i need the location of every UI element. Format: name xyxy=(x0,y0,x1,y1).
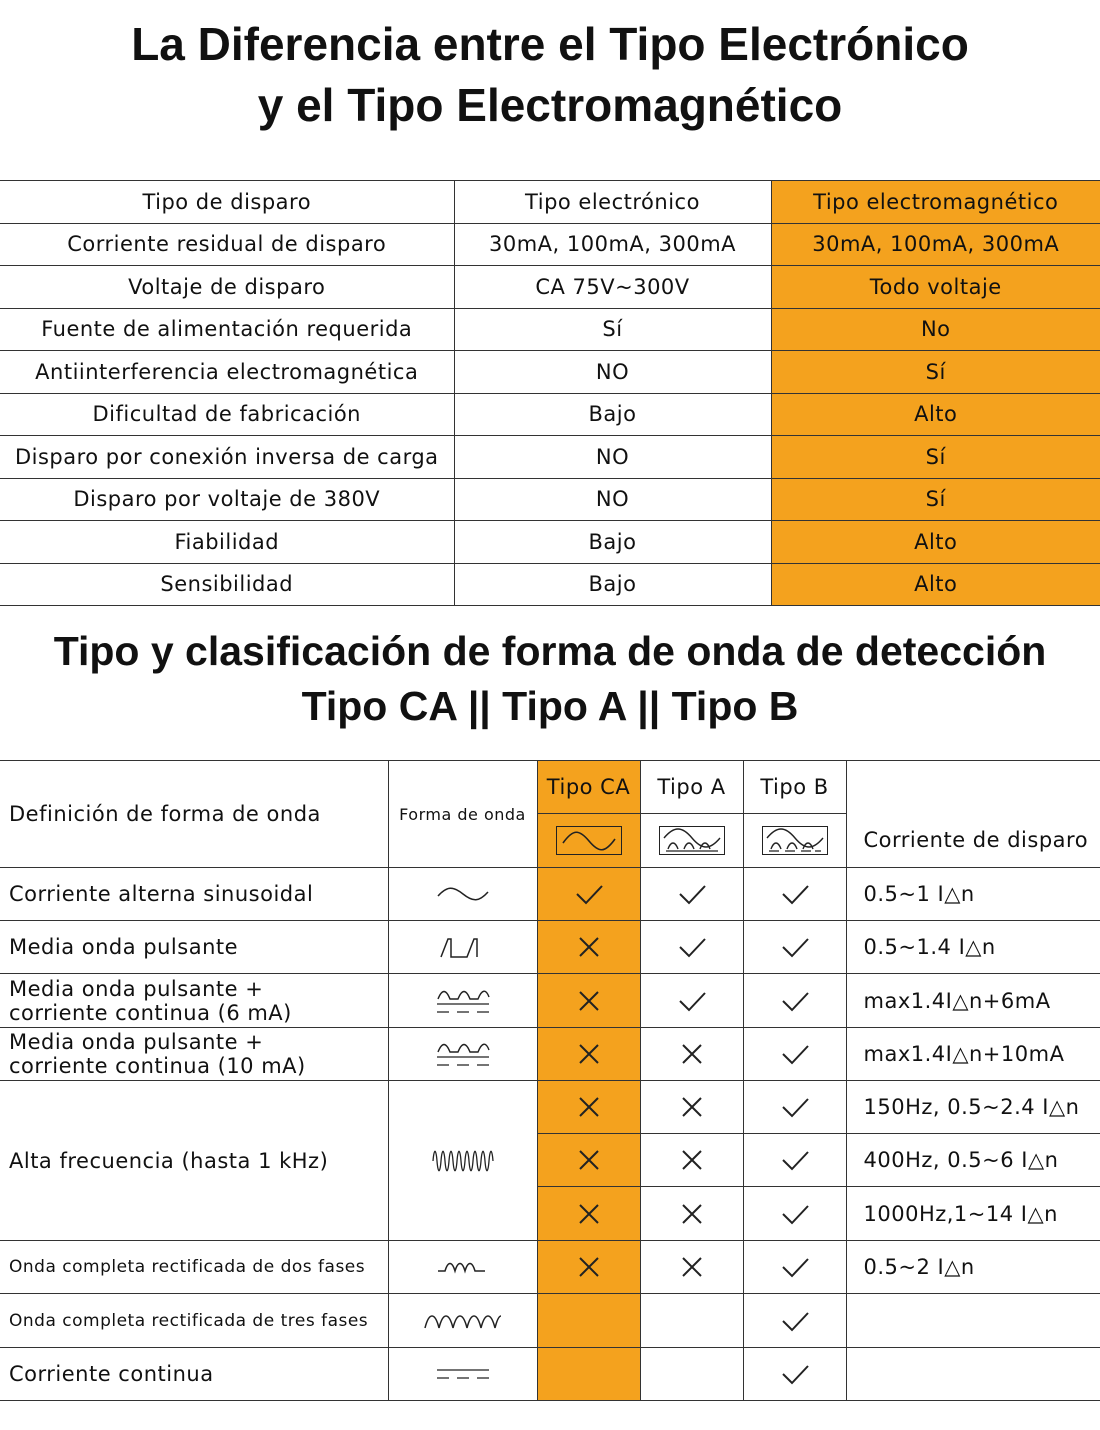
type-a-mark xyxy=(640,1348,743,1401)
type-ca-mark xyxy=(537,1134,640,1187)
comparison-row xyxy=(0,478,1100,521)
trip-current: max1.4I△n+10mA xyxy=(846,1028,1100,1081)
two-phase-rectified-icon xyxy=(433,1255,493,1279)
type-ca-mark xyxy=(537,1187,640,1241)
trip-current: 150Hz, 0.5~2.4 I△n xyxy=(846,1081,1100,1134)
type-a-mark xyxy=(640,1187,743,1241)
type-a-mark xyxy=(640,921,743,974)
definition-line: Corriente alterna sinusoidal xyxy=(9,882,314,906)
electromagnetic-value: Todo voltaje xyxy=(771,266,1100,309)
check-icon xyxy=(675,880,709,908)
cross-icon xyxy=(675,1200,709,1228)
check-icon xyxy=(778,1040,812,1068)
row-label: Voltaje de disparo xyxy=(0,266,454,309)
type-ca-icon-cell xyxy=(537,814,640,868)
dc-icon xyxy=(433,1364,493,1384)
trip-current xyxy=(846,1348,1100,1401)
type-ca-mark xyxy=(537,1028,640,1081)
check-icon xyxy=(778,1146,812,1174)
trip-current xyxy=(846,1294,1100,1348)
check-icon xyxy=(675,933,709,961)
title-line-1: La Diferencia entre el Tipo Electrónico xyxy=(131,18,969,70)
waveform-icon-cell xyxy=(388,1294,537,1348)
check-icon xyxy=(778,1307,812,1335)
trip-current: 0.5~2 I△n xyxy=(846,1241,1100,1294)
cross-icon xyxy=(675,1253,709,1281)
definition-line: corriente continua (6 mA) xyxy=(9,1000,292,1025)
waveform-row xyxy=(0,1294,1100,1348)
row-label: Dificultad de fabricación xyxy=(0,393,454,436)
waveform-definition xyxy=(0,1348,388,1401)
type-a-header: Tipo A xyxy=(640,761,743,814)
electronic-value: Bajo xyxy=(454,521,771,564)
cross-icon xyxy=(572,1200,606,1228)
type-b-mark xyxy=(743,1028,846,1081)
definition-line: Onda completa rectificada de tres fases xyxy=(9,1310,369,1331)
row-label: Antiinterferencia electromagnética xyxy=(0,351,454,394)
type-b-mark xyxy=(743,1241,846,1294)
type-ca-mark xyxy=(537,1081,640,1134)
comparison-row xyxy=(0,436,1100,479)
comparison-row xyxy=(0,223,1100,266)
type-b-header: Tipo B xyxy=(743,761,846,814)
check-icon xyxy=(778,1093,812,1121)
waveform-row xyxy=(0,1348,1100,1401)
check-icon xyxy=(778,1200,812,1228)
electromagnetic-value: Alto xyxy=(771,393,1100,436)
definition-line: Alta frecuencia (hasta 1 kHz) xyxy=(9,1148,329,1173)
waveform-definition xyxy=(0,921,388,974)
type-ca-icon xyxy=(556,826,622,855)
cross-icon xyxy=(675,1040,709,1068)
type-ca-mark xyxy=(537,868,640,921)
electronic-value: CA 75V~300V xyxy=(454,266,771,309)
electromagnetic-value: No xyxy=(771,308,1100,351)
type-a-mark xyxy=(640,1028,743,1081)
header-electromagnetic: Tipo electromagnético xyxy=(771,181,1100,224)
type-b-mark xyxy=(743,1348,846,1401)
type-ca-mark xyxy=(537,1294,640,1348)
row-label: Fuente de alimentación requerida xyxy=(0,308,454,351)
type-b-icon-cell xyxy=(743,814,846,868)
header-electronic: Tipo electrónico xyxy=(454,181,771,224)
type-a-mark xyxy=(640,1241,743,1294)
electronic-value: Bajo xyxy=(454,393,771,436)
cross-icon xyxy=(675,1146,709,1174)
waveform-title xyxy=(0,624,1100,734)
type-b-mark xyxy=(743,974,846,1028)
check-icon xyxy=(778,880,812,908)
waveform-icon-cell xyxy=(388,1028,537,1081)
high-frequency-icon xyxy=(430,1143,496,1179)
check-icon xyxy=(778,933,812,961)
electronic-value: NO xyxy=(454,436,771,479)
type-a-icon xyxy=(659,826,725,855)
cross-icon xyxy=(572,933,606,961)
type-a-mark xyxy=(640,868,743,921)
check-icon xyxy=(572,880,606,908)
cross-icon xyxy=(572,1146,606,1174)
type-a-icon-cell xyxy=(640,814,743,868)
type-ca-mark xyxy=(537,974,640,1028)
waveform-icon-cell xyxy=(388,1348,537,1401)
waveform-icon-cell xyxy=(388,868,537,921)
type-b-mark xyxy=(743,1081,846,1134)
cross-icon xyxy=(572,1040,606,1068)
comparison-row xyxy=(0,308,1100,351)
waveform-definition xyxy=(0,1081,388,1241)
definition-header: Definición de forma de onda xyxy=(0,761,388,868)
row-label: Disparo por voltaje de 380V xyxy=(0,478,454,521)
type-b-mark xyxy=(743,921,846,974)
three-phase-rectified-icon xyxy=(421,1308,505,1334)
pulse-dc-icon xyxy=(433,985,493,1017)
type-b-mark xyxy=(743,1187,846,1241)
electronic-value: 30mA, 100mA, 300mA xyxy=(454,223,771,266)
comparison-header-row xyxy=(0,181,1100,224)
trip-current: 1000Hz,1~14 I△n xyxy=(846,1187,1100,1241)
type-ca-mark xyxy=(537,1348,640,1401)
type-a-mark xyxy=(640,1134,743,1187)
waveform-icon-cell xyxy=(388,974,537,1028)
sine-wave-icon xyxy=(433,882,493,906)
row-label: Sensibilidad xyxy=(0,563,454,606)
waveform-row xyxy=(0,1081,1100,1134)
comparison-row xyxy=(0,266,1100,309)
waveform-table xyxy=(0,760,1100,1401)
cross-icon xyxy=(572,987,606,1015)
type-ca-mark xyxy=(537,921,640,974)
electronic-value: NO xyxy=(454,478,771,521)
type-b-mark xyxy=(743,1294,846,1348)
electromagnetic-value: Sí xyxy=(771,351,1100,394)
electromagnetic-value: 30mA, 100mA, 300mA xyxy=(771,223,1100,266)
electronic-value: Sí xyxy=(454,308,771,351)
row-label: Disparo por conexión inversa de carga xyxy=(0,436,454,479)
electromagnetic-value: Sí xyxy=(771,436,1100,479)
definition-line: corriente continua (10 mA) xyxy=(9,1054,306,1078)
definition-line: Media onda pulsante + xyxy=(9,976,264,1001)
type-ca-mark xyxy=(537,1241,640,1294)
row-label: Corriente residual de disparo xyxy=(0,223,454,266)
check-icon xyxy=(778,1253,812,1281)
waveform-header: Forma de onda xyxy=(388,761,537,868)
title-line-1: Tipo y clasificación de forma de onda de detección xyxy=(53,628,1047,674)
waveform-icon-cell xyxy=(388,1241,537,1294)
waveform-icon-cell xyxy=(388,921,537,974)
trip-current: 400Hz, 0.5~6 I△n xyxy=(846,1134,1100,1187)
type-ca-header: Tipo CA xyxy=(537,761,640,814)
electromagnetic-value: Alto xyxy=(771,521,1100,564)
type-b-mark xyxy=(743,1134,846,1187)
waveform-row xyxy=(0,1241,1100,1294)
type-a-mark xyxy=(640,1081,743,1134)
waveform-definition xyxy=(0,868,388,921)
definition-line: Onda completa rectificada de dos fases xyxy=(9,1257,366,1277)
row-label: Fiabilidad xyxy=(0,521,454,564)
waveform-icon-cell xyxy=(388,1081,537,1241)
definition-line: Corriente continua xyxy=(9,1362,214,1386)
type-b-icon xyxy=(762,826,828,855)
waveform-definition xyxy=(0,1241,388,1294)
check-icon xyxy=(675,987,709,1015)
type-a-mark xyxy=(640,1294,743,1348)
waveform-definition xyxy=(0,1294,388,1348)
trip-current: 0.5~1.4 I△n xyxy=(846,921,1100,974)
header-trip-type: Tipo de disparo xyxy=(0,181,454,224)
waveform-row xyxy=(0,921,1100,974)
pulse-dc-icon xyxy=(433,1038,493,1070)
check-icon xyxy=(778,1360,812,1388)
waveform-header-row xyxy=(0,761,1100,814)
waveform-row xyxy=(0,868,1100,921)
definition-line: Media onda pulsante + xyxy=(9,1030,264,1054)
comparison-row xyxy=(0,351,1100,394)
comparison-title xyxy=(0,14,1100,136)
half-wave-pulse-icon xyxy=(433,933,493,961)
waveform-definition xyxy=(0,974,388,1028)
header-spacer xyxy=(846,761,1100,814)
type-b-mark xyxy=(743,868,846,921)
electromagnetic-value: Sí xyxy=(771,478,1100,521)
comparison-table xyxy=(0,180,1100,606)
waveform-definition xyxy=(0,1028,388,1081)
cross-icon xyxy=(675,1093,709,1121)
type-a-mark xyxy=(640,974,743,1028)
comparison-row xyxy=(0,563,1100,606)
definition-line: Media onda pulsante xyxy=(9,935,239,959)
current-header: Corriente de disparo xyxy=(846,814,1100,868)
check-icon xyxy=(778,987,812,1015)
electromagnetic-value: Alto xyxy=(771,563,1100,606)
electronic-value: NO xyxy=(454,351,771,394)
comparison-row xyxy=(0,521,1100,564)
waveform-row xyxy=(0,974,1100,1028)
waveform-row xyxy=(0,1028,1100,1081)
trip-current: 0.5~1 I△n xyxy=(846,868,1100,921)
trip-current: max1.4I△n+6mA xyxy=(846,974,1100,1028)
title-line-2: Tipo CA || Tipo A || Tipo B xyxy=(301,683,799,729)
title-line-2: y el Tipo Electromagnético xyxy=(257,79,843,131)
comparison-row xyxy=(0,393,1100,436)
cross-icon xyxy=(572,1253,606,1281)
cross-icon xyxy=(572,1093,606,1121)
electronic-value: Bajo xyxy=(454,563,771,606)
